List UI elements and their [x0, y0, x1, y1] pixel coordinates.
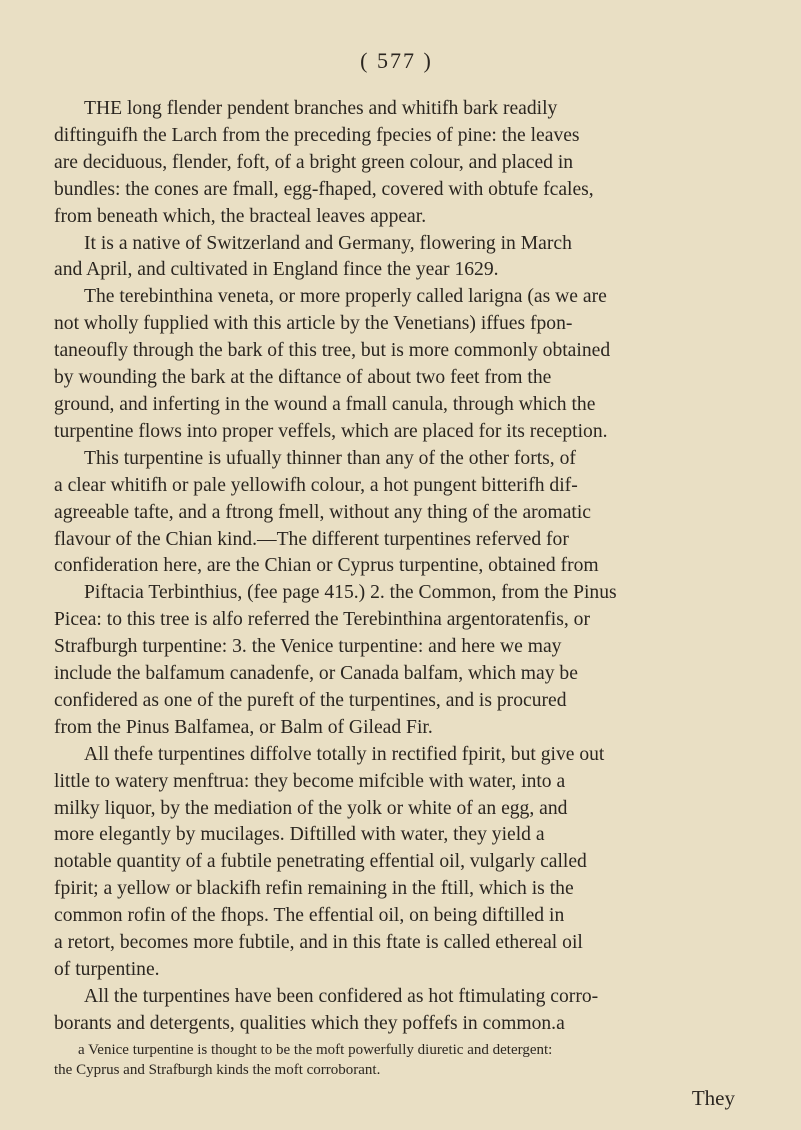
body-text — [54, 96, 739, 1038]
text-line: bundles: the cones are fmall, egg-fhaped, covered with obtufe fcales, — [54, 178, 594, 200]
text-line: confideration here, are the Chian or Cyprus turpentine, obtained from — [54, 555, 599, 577]
text-line: Strafburgh turpentine: 3. the Venice turpentine: and here we may — [54, 636, 562, 658]
text-line: a retort, becomes more fubtile, and in this ftate is called ethereal oil — [54, 932, 583, 954]
text-line: This turpentine is ufually thinner than any of the other forts, of — [84, 447, 576, 469]
text-line: borants and detergents, qualities which they poffefs in common.a — [54, 1012, 565, 1034]
text-line: flavour of the Chian kind.—The different turpentines referved for — [54, 528, 569, 550]
text-line: a clear whitifh or pale yellowifh colour, a hot pungent bitterifh dif- — [54, 474, 578, 496]
page-number: ( 577 ) — [360, 48, 433, 73]
text-line: The terebinthina veneta, or more properly called larigna (as we are — [84, 286, 607, 308]
text-line: common rofin of the fhops. The effential oil, on being diftilled in — [54, 905, 565, 927]
text-line: little to watery menftrua: they become mifcible with water, into a — [54, 770, 566, 792]
text-line: more elegantly by mucilages. Diftilled with water, they yield a — [54, 824, 545, 846]
text-line: agreeable tafte, and a ftrong fmell, without any thing of the aromatic — [54, 501, 591, 523]
text-line: Piftacia Terbinthius, (fee page 415.) 2. the Common, from the Pinus — [84, 582, 617, 604]
text-line: It is a native of Switzerland and Germany, flowering in March — [84, 232, 572, 254]
text-line: diftinguifh the Larch from the preceding fpecies of pine: the leaves — [54, 124, 580, 146]
text-line: from beneath which, the bracteal leaves appear. — [54, 205, 427, 227]
text-line: All the turpentines have been confidered as hot ftimulating corro- — [84, 985, 599, 1007]
text-line: are deciduous, flender, foft, of a bright green colour, and placed in — [54, 151, 574, 173]
text-line: include the balfamum canadenfe, or Canada balfam, which may be — [54, 663, 578, 685]
text-line: notable quantity of a fubtile penetrating effential oil, vulgarly called — [54, 851, 587, 873]
text-line: confidered as one of the pureft of the turpentines, and is procured — [54, 689, 567, 711]
footnote — [54, 1040, 739, 1080]
text-line: and April, and cultivated in England fince the year 1629. — [54, 259, 499, 281]
text-line: from the Pinus Balfamea, or Balm of Gilead Fir. — [54, 716, 433, 738]
footnote-line: the Cyprus and Strafburgh kinds the moft corroborant. — [54, 1061, 381, 1078]
text-line: milky liquor, by the mediation of the yolk or white of an egg, and — [54, 797, 568, 819]
text-line: by wounding the bark at the diftance of about two feet from the — [54, 367, 552, 389]
text-line: ground, and inferting in the wound a fmall canula, through which the — [54, 393, 596, 415]
text-line: fpirit; a yellow or blackifh refin remaining in the ftill, which is the — [54, 878, 574, 900]
text-line: not wholly fupplied with this article by the Venetians) iffues fpon- — [54, 313, 573, 335]
text-line: Picea: to this tree is alfo referred the Terebinthina argentoratenfis, or — [54, 609, 590, 631]
text-line: THE long flender pendent branches and whitifh bark readily — [84, 98, 558, 119]
catchword: They — [691, 1085, 735, 1110]
footnote-line: a Venice turpentine is thought to be the moft powerfully diuretic and detergent: — [78, 1041, 553, 1058]
text-line: All thefe turpentines diffolve totally in rectified fpirit, but give out — [84, 743, 605, 765]
text-line: turpentine flows into proper veffels, which are placed for its reception. — [54, 420, 608, 442]
text-line: taneoufly through the bark of this tree, but is more commonly obtained — [54, 340, 611, 362]
text-line: of turpentine. — [54, 959, 160, 980]
